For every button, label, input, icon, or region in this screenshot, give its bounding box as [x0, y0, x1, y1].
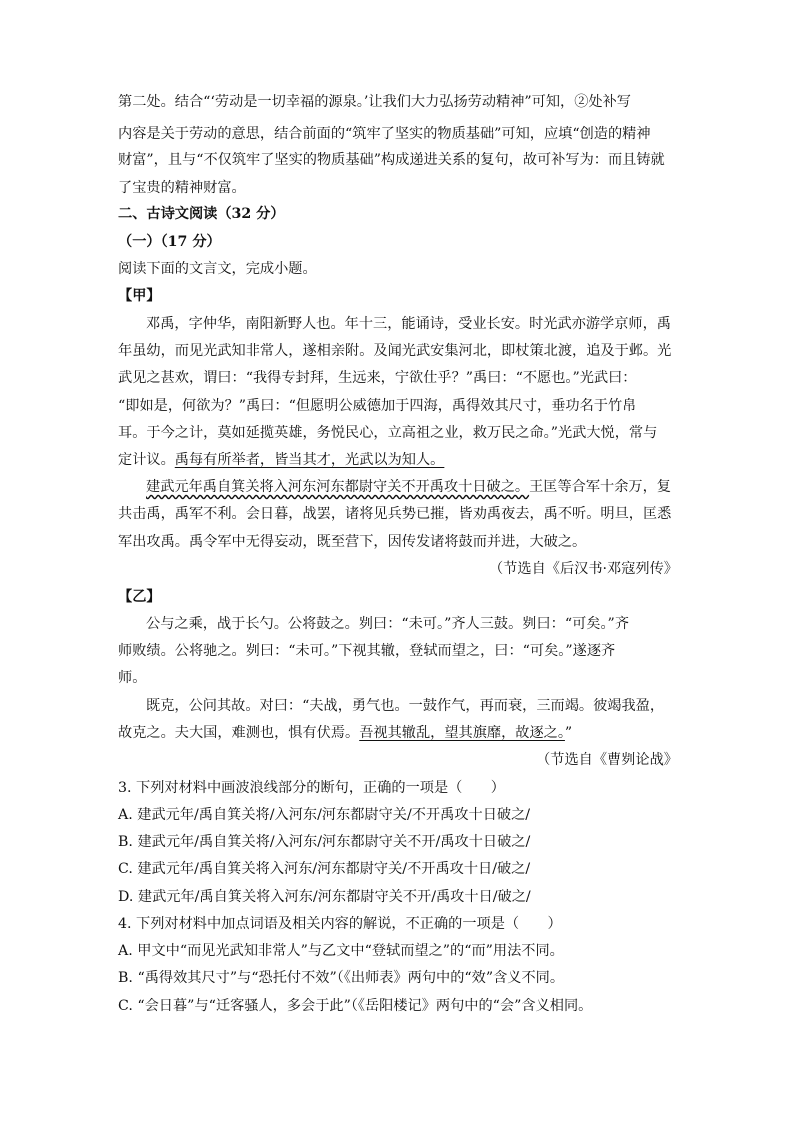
passage-line: 既克，公问其故。对曰：“夫战，勇气也。一鼓作气，再而衰，三而竭。彼竭我盈， [146, 698, 665, 714]
underlined-sentence: 吾视其辙乱，望其旗靡，故逐之。 [359, 725, 565, 741]
passage-line [118, 450, 444, 470]
option-c: C. 建武元年/禹自箕关将入河东/河东都尉守关/不开禹攻十日/破之/ [118, 861, 531, 877]
passage-line: 师败绩。公将驰之。刿曰：“未可。”下视其辙，登轼而望之，曰：“可矣。”遂逐齐 [118, 643, 616, 659]
passage-line: 武见之甚欢，谓曰：“我得专封拜，生远来，宁欲仕乎？”禹曰：“不愿也。”光武曰： [118, 370, 637, 386]
passage-line: 军出攻禹。禹令军中无得妄动，既至营下，因传发诸将鼓而并进，大破之。 [118, 534, 587, 550]
subsection-heading: （一）（17 分） [118, 234, 221, 250]
option-a: A. 建武元年/禹自箕关将/入河东/河东都尉守关/不开禹攻十日破之/ [118, 807, 531, 823]
passage-line [118, 477, 671, 497]
passage-line: 公与之乘，战于长勺。公将鼓之。刿曰：“未可。”齐人三鼓。刿曰：“可矣。”齐 [146, 616, 630, 632]
option-d: D. 建武元年/禹自箕关将入河东/河东都尉守关不开/禹攻十日/破之/ [118, 889, 531, 905]
instruction: 阅读下面的文言文，完成小题。 [118, 261, 317, 277]
text-line: 了宝贵的精神财富。 [118, 180, 246, 196]
passage-line: 共击禹，禹军不利。会日暮，战罢，诸将见兵势已摧，皆劝禹夜去，禹不听。明旦，匡悉 [118, 506, 672, 522]
option-b: B. 建武元年/禹自箕关将/入河东/河东都尉守关不开/禹攻十日破之/ [118, 834, 531, 850]
option-a: A. 甲文中“而见光武知非常人”与乙文中“登轼而望之”的“而”用法不同。 [118, 943, 564, 959]
text-segment: 王匡等合军十余万，复 [529, 479, 671, 495]
section-heading: 二、古诗文阅读（32 分） [118, 206, 285, 222]
text-line: 财富”，且与“不仅筑牢了坚实的物质基础”构成递进关系的复句，故可补写为：而且铸就 [118, 152, 665, 168]
option-b: B. “禹得效其尺寸”与“恐托付不效”（《出师表》两句中的“效”含义不同。 [118, 970, 565, 986]
passage-line: 年虽幼，而见光武知非常人，遂相亲附。及闻光武安集河北，即杖策北渡，追及于邺。光 [118, 343, 672, 359]
text-segment: 故克之。夫大国，难测也，惧有伏焉。 [118, 725, 360, 741]
wavy-underlined-sentence: 建武元年禹自箕关将入河东河东都尉守关不开禹攻十日破之。 [146, 479, 530, 495]
passage-line: 邓禹，字仲华，南阳新野人也。年十三，能诵诗，受业长安。时光武亦游学京师，禹 [146, 316, 671, 332]
text-line: 第二处。结合“‘劳动是一切幸福的源泉。’让我们大力弘扬劳动精神”可知，②处补写 [118, 94, 631, 110]
question-3: 3. 下列对材料中画波浪线部分的断句，正确的一项是（ ） [118, 780, 505, 796]
passage-line: “即如是，何欲为？”禹曰：“但愿明公威德加于四海，禹得效其尺寸，垂功名于竹帛 [118, 398, 637, 414]
text-segment: 定计议。 [118, 452, 175, 468]
text-segment: ” [564, 725, 573, 741]
source-citation: （节选自《后汉书·邓寇列传》 [489, 561, 678, 577]
source-citation: （节选自《曹刿论战》 [536, 752, 678, 768]
passage-line [118, 723, 572, 743]
underlined-sentence: 禹每有所举者，皆当其才，光武以为知人。 [174, 452, 445, 468]
passage-line: 师。 [118, 670, 147, 686]
question-4: 4. 下列对材料中加点词语及相关内容的解说，不正确的一项是（ ） [118, 916, 562, 932]
passage-label-yi: 【乙】 [118, 589, 161, 605]
passage-line: 耳。于今之计，莫如延揽英雄，务悦民心，立高祖之业，救万民之命。”光武大悦，常与 [118, 425, 658, 441]
option-c: C. “会日暮”与“迁客骚人，多会于此”（《岳阳楼记》两句中的“会”含义相同。 [118, 998, 593, 1014]
passage-label-jia: 【甲】 [118, 288, 161, 304]
text-line: 内容是关于劳动的意思，结合前面的“筑牢了坚实的物质基础”可知，应填“创造的精神 [118, 126, 651, 142]
